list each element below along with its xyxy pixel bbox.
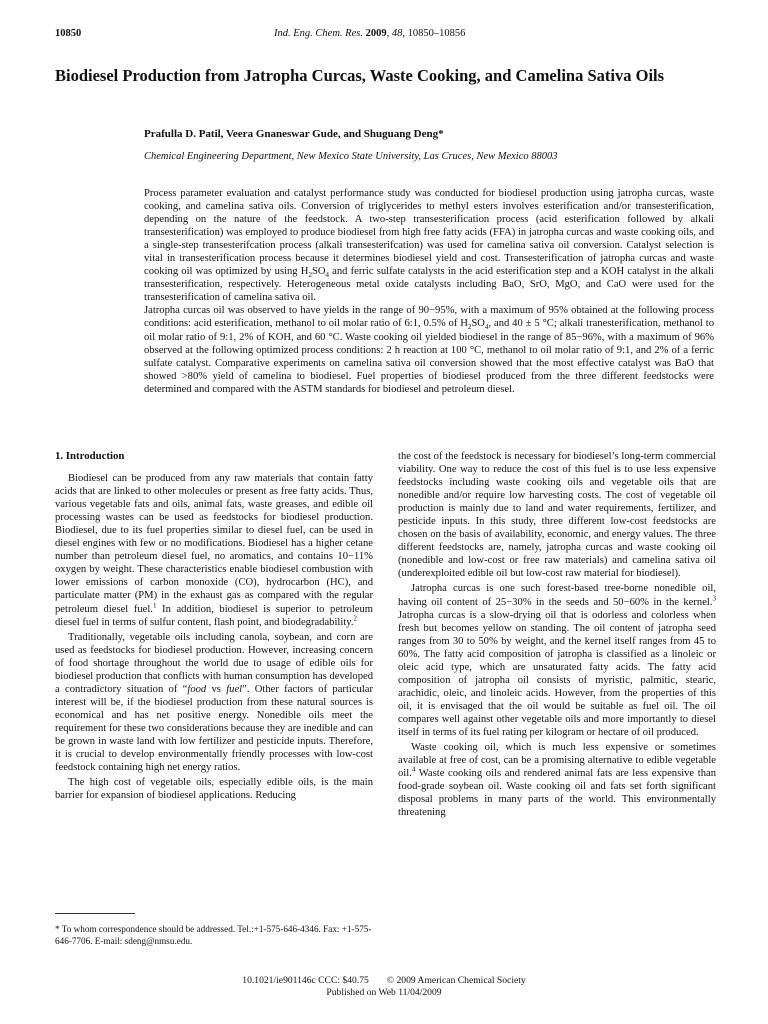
- reference-1[interactable]: 1: [152, 600, 157, 609]
- reference-4[interactable]: 4: [411, 765, 416, 774]
- article-title: Biodiesel Production from Jatropha Curcas, Waste Cooking, and Camelina Sativa Oils: [55, 66, 665, 85]
- body-paragraph: The high cost of vegetable oils, especially edible oils, is the main barrier for expansion of biodiesel applications. Reducing: [55, 777, 373, 802]
- body-paragraph: the cost of the feedstock is necessary for biodiesel’s long-term commercial viability. One way to reduce the cost of this fuel is to use less expensive feedstocks including waste cooking oils and vegetable oils that are nonedible and/or require low harvesting costs. The cost of vegetable oil production is mainly due to land and water requirements, fertilizer, and pesticide inputs. In this study, three different low-cost feedstocks are chosen on the basis of availability, economic, and energy values. The three different feedstocks are, namely, jatropha curcas and waste cooking oil (nonedible and low-cost or free raw materials) and camelina sativa oil (underexploited edible oil but low-cost raw material for biodiesel).: [398, 451, 716, 580]
- right-column: [398, 450, 716, 821]
- journal-volume: 48: [391, 28, 403, 39]
- body-paragraph: Jatropha curcas is one such forest-based tree-borne nonedible oil, having oil content of 25−30% in the seeds and 50−60% in the kernel.$^3$ Jatropha curcas is a slow-drying oil that is odorless and colorless when fresh but becomes yellow on standing. The oil content of jatropha seed ranges from 30 to 50% by weight, and the kernel itself ranges from 45 to 60%. The fatty acid composition of jatropha is classified as a linoleic or oleic acid type, which are unsaturated fatty acids. The fatty acid composition of jatropha oil consists of myristic, palmitic, stearic, arachidic, oleic, and linoleic acids. However, from the properties of this oil, it is envisaged that the oil would be suitable as fuel oil. The oil compares well against other vegetable oils and more importantly to diesel itself in terms of its fuel rating per kilogram or hectare of oil produced.: [398, 583, 716, 738]
- page-footer: [0, 975, 768, 999]
- reference-2[interactable]: 2: [353, 614, 358, 623]
- page-number: 10850: [55, 28, 82, 39]
- left-column: [55, 450, 373, 804]
- journal-citation: Ind. Eng. Chem. Res. 2009, 48, 10850–10856: [274, 28, 466, 39]
- journal-year: 2009: [365, 28, 387, 39]
- abstract-paragraph: Process parameter evaluation and catalyst performance study was conducted for biodiesel production using jatropha curcas, waste cooking, and camelina sativa oils. Conversion of triglycerides to methyl esters involves esterification and/or transesterification, depending on the nature of the feedstock. A two-step transesterification process (acid esterification followed by alkali transesterification) was employed to produce biodiesel from high free fatty acids (FFA) in jatropha curcas and waste cooking oils, and a single-step transesterifcation process (alkali transesterifcation) was used for camelina sativa oil conversion. Catalyst selection is vital in transesterification process because it determines biodiesel yield and cost. Transesterification of jatropha curcas and waste cooking oil was optimized by using $H_2SO_4$ and ferric sulfate catalysts in the acid esterification step and a KOH catalyst in the alkali transesterification, respectively. Heterogeneous metal oxide catalysts including BaO, SrO, MgO, and CaO were used for the transesterification of camelina sativa oil.: [144, 188, 714, 304]
- running-header: [55, 28, 713, 44]
- doi-line[interactable]: 10.1021/ie901146c CCC: $40.75: [242, 975, 369, 986]
- body-paragraph: Biodiesel can be produced from any raw materials that contain fatty acids that are linked to other molecules or present as free fatty acids. Thus, various vegetable fats and oils, animal fats, waste greases, and edible oil processing wastes can be used as feedstocks for biodiesel production. Biodiesel, due to its fuel properties similar to diesel fuel, can be used in diesel engines with few or no modifications. Biodiesel has a higher cetane number than petroleum diesel fuel, no aromatics, and contains 10−11% oxygen by weight. These characteristics enable biodiesel combustion with lower emissions of carbon monoxide (CO), hydrocarbon (HC), and particulate matter (PM) in the exhaust gas as compared with the regular petroleum diesel fuel.$^1$ In addition, biodiesel is superior to petroleum diesel fuel in terms of sulfur content, flash point, and biodegradability.$^2$: [55, 473, 374, 628]
- journal-name: Ind. Eng. Chem. Res.: [274, 28, 363, 39]
- author-list: Prafulla D. Patil, Veera Gnaneswar Gude, and Shuguang Deng*: [144, 128, 444, 140]
- published-line: Published on Web 11/04/2009: [326, 987, 442, 998]
- body-paragraph: Waste cooking oil, which is much less expensive or sometimes available at free of cost, can be a promising alternative to edible vegetable oil.$^4$ Waste cooking oils and rendered animal fats are less expensive than food-grade soybean oil. Waste cooking oil and fats set forth significant disposal problems in many parts of the world. This environmentally threatening: [398, 742, 716, 819]
- correspondence-footnote: * To whom correspondence should be addressed. Tel.:+1-575-646-4346. Fax: +1-575-646-7706. E-mail: sdeng@nmsu.edu.: [55, 924, 372, 946]
- journal-pages: 10850–10856: [407, 28, 466, 39]
- copyright-line: © 2009 American Chemical Society: [386, 975, 526, 986]
- abstract: [144, 187, 714, 396]
- reference-3[interactable]: 3: [712, 593, 716, 602]
- body-paragraph: Traditionally, vegetable oils including canola, soybean, and corn are used as feedstocks for biodiesel production. However, increasing concern of food shortage throughout the world due to usage of edible oils for biodiesel production that conflicts with human consumption has developed a contradictory situation of “food vs fuel”. Other factors of particular interest will be, if the biodiesel production from these natural sources is economical and has net positive energy. Nonedible oils meet the requirement for these two considerations because they are inedible and can be grown in waste land with low fertilizer and pesticide inputs. Therefore, it is crucial to develop environmentally friendly processes with low-cost feedstock containing high net energy ratios.: [55, 631, 373, 774]
- section-heading: 1. Introduction: [55, 450, 125, 462]
- footnote-rule: [55, 913, 135, 914]
- abstract-paragraph: Jatropha curcas oil was observed to have yields in the range of 90−95%, with a maximum of 95% obtained at the following process conditions: acid esterification, methanol to oil molar ratio of 6:1, 0.5% of $H_2SO_4$, and 40 ± 5 °C; alkali tranesterification, methanol to oil molar ratio of 9:1, 2% of KOH, and 60 °C. Waste cooking oil yielded biodiesel in the range of 85−96%, with a maximum of 96% observed at the following optimized process conditions: 2 h reaction at 100 °C, methanol to oil molar ratio of 9:1, and 2% of a ferric sulfate catalyst. Comparative experiments on camelina sativa oil conversion showed that the most effective catalyst was BaO that showed >80% yield of camelina to biodiesel. Fuel properties of biodiesel produced from the three different feedstocks were determined and compared with the ASTM standards for biodiesel and petroleum diesel.: [144, 305, 714, 395]
- affiliation: Chemical Engineering Department, New Mexico State University, Las Cruces, New Mexico 88003: [144, 151, 558, 162]
